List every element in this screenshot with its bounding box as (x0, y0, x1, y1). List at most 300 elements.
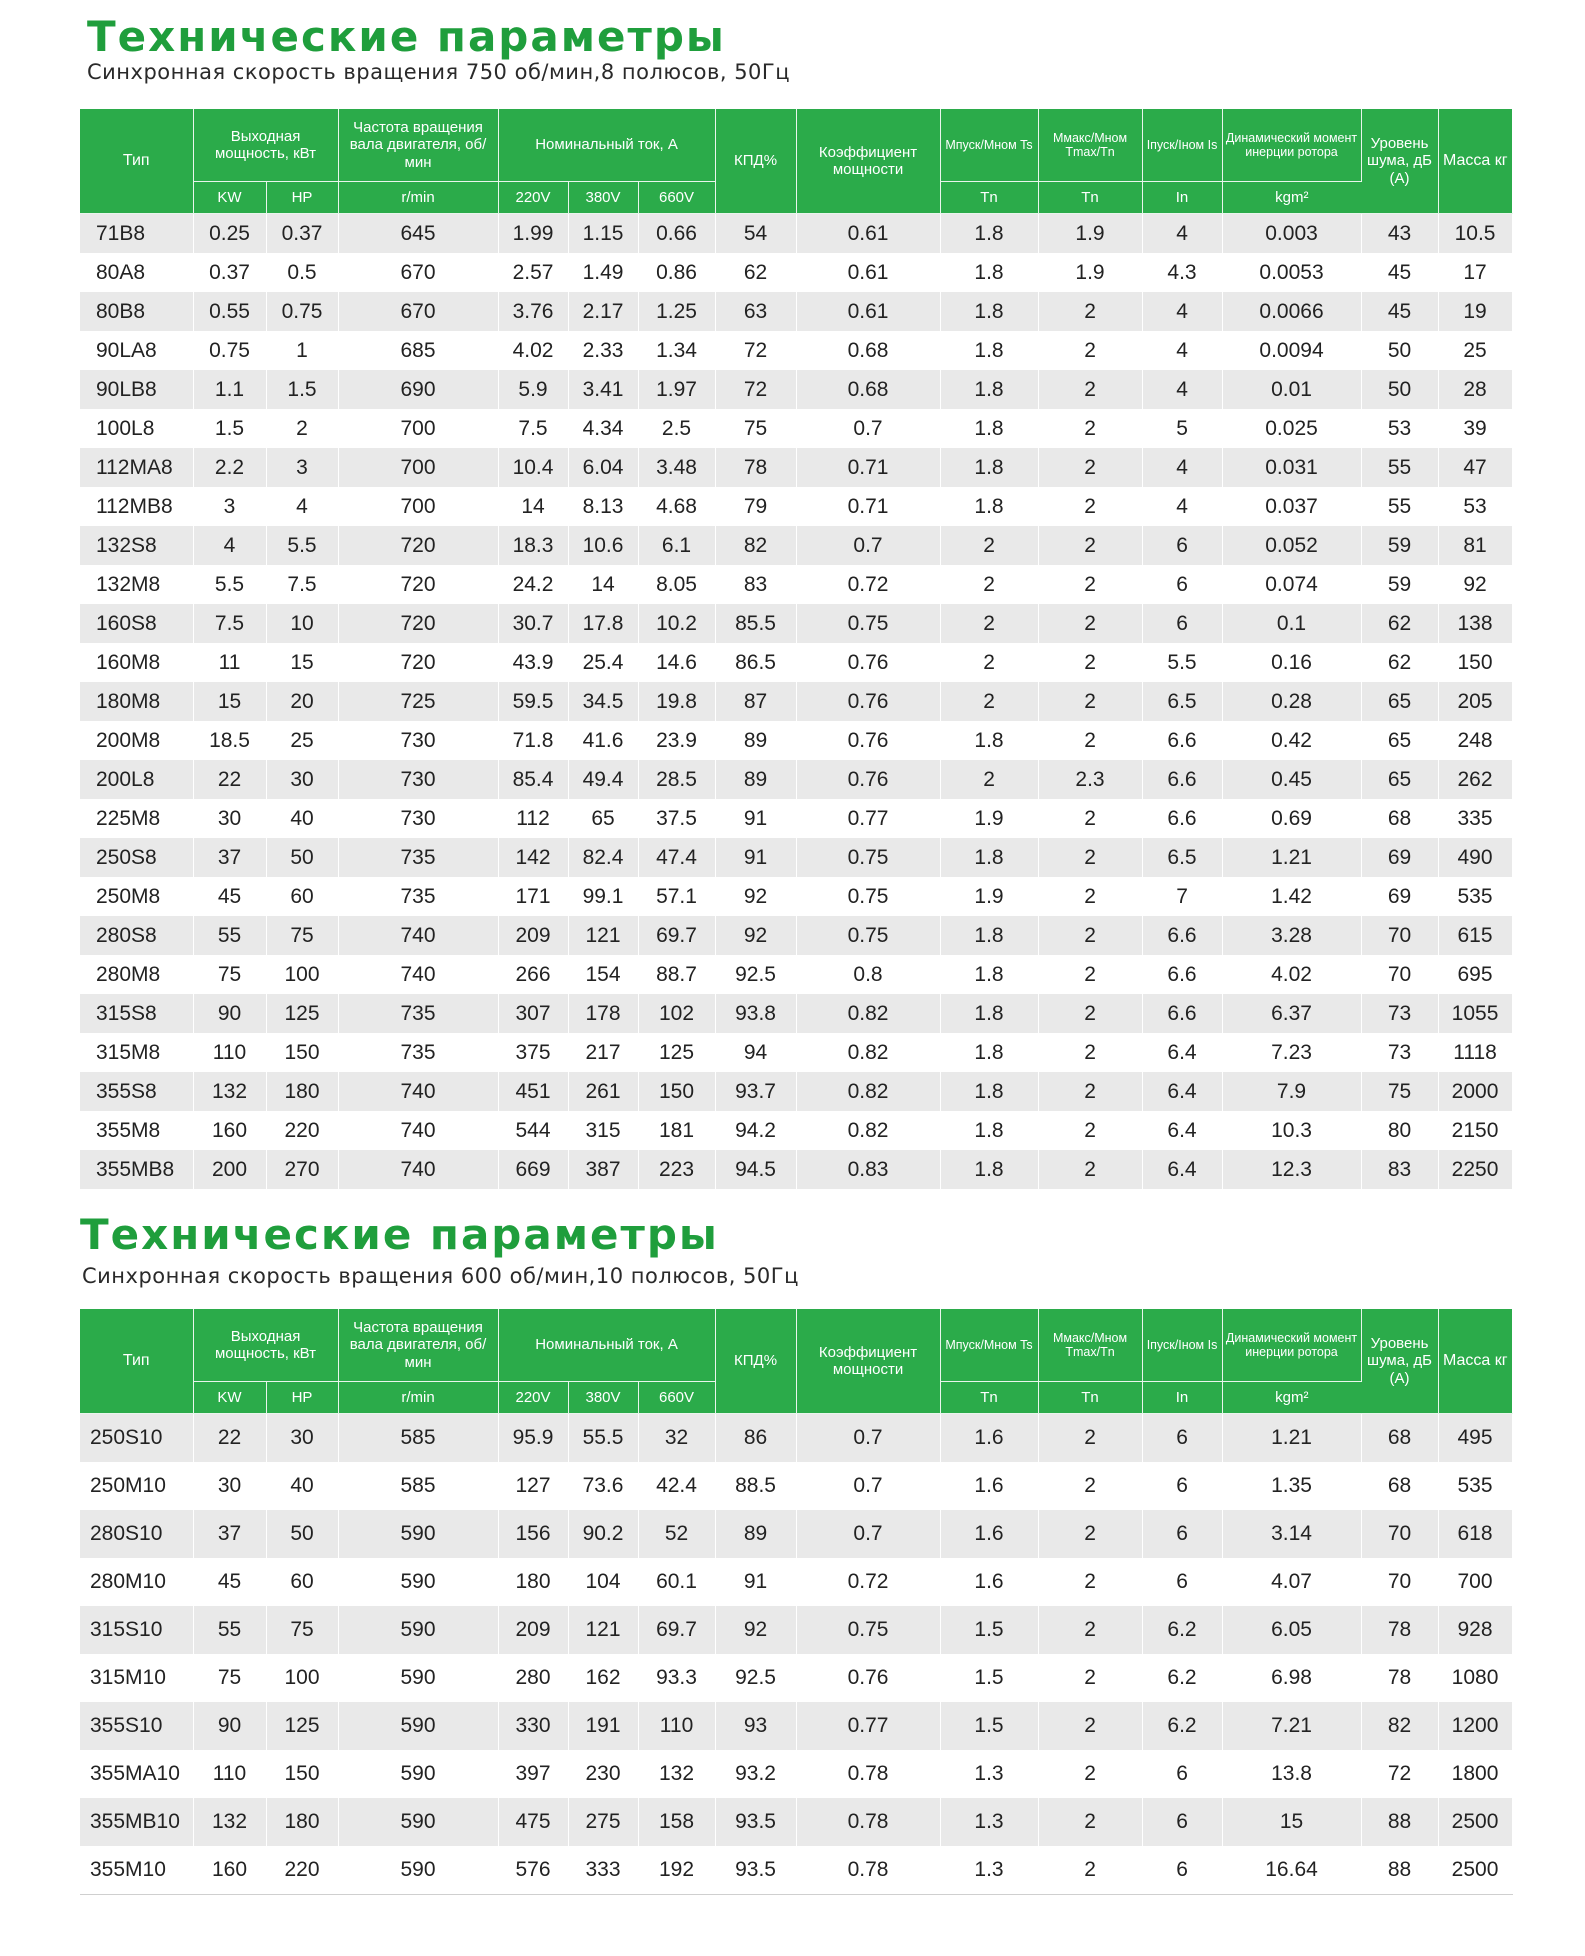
table-cell: 6 (1142, 1846, 1222, 1895)
table-cell: 740 (338, 1150, 498, 1189)
table-cell: 645 (338, 214, 498, 254)
table-cell: 150 (638, 1072, 715, 1111)
table-cell: 55.5 (568, 1414, 638, 1463)
cell-type: 355MB8 (80, 1150, 193, 1189)
header-220v: 220V (498, 182, 568, 214)
table-cell: 730 (338, 760, 498, 799)
header-start-torque: Mпуск/Mном Ts (940, 109, 1038, 182)
table-cell: 53 (1438, 487, 1512, 526)
table-cell: 2 (1038, 1654, 1142, 1702)
table-cell: 4.68 (638, 487, 715, 526)
table-cell: 85.4 (498, 760, 568, 799)
table-cell: 181 (638, 1111, 715, 1150)
section-subtitle: Синхронная скорость вращения 600 об/мин,10 полюсов, 50Гц (82, 1264, 799, 1288)
table-cell: 0.76 (796, 760, 940, 799)
table-cell: 110 (193, 1033, 266, 1072)
cell-type: 280M10 (80, 1558, 193, 1606)
table-cell: 725 (338, 682, 498, 721)
table-cell: 2 (1038, 1750, 1142, 1798)
table-cell: 0.1 (1222, 604, 1361, 643)
table-cell: 50 (266, 838, 338, 877)
table-cell: 209 (498, 1606, 568, 1654)
table-cell: 19.8 (638, 682, 715, 721)
table-cell: 62 (1361, 604, 1438, 643)
table-cell: 262 (1438, 760, 1512, 799)
table-cell: 2 (940, 643, 1038, 682)
table-cell: 0.5 (266, 253, 338, 292)
table-cell: 0.75 (796, 877, 940, 916)
table-cell: 59.5 (498, 682, 568, 721)
table-cell: 0.76 (796, 1654, 940, 1702)
table-cell: 53 (1361, 409, 1438, 448)
table-cell: 740 (338, 1111, 498, 1150)
table-cell: 6 (1142, 1462, 1222, 1510)
table-cell: 91 (715, 1558, 796, 1606)
table-cell: 93.8 (715, 994, 796, 1033)
table-cell: 585 (338, 1414, 498, 1463)
table-cell: 13.8 (1222, 1750, 1361, 1798)
table-cell: 2 (1038, 682, 1142, 721)
table-cell: 0.7 (796, 526, 940, 565)
table-cell: 2 (1038, 331, 1142, 370)
table-cell: 69.7 (638, 916, 715, 955)
table-cell: 1.6 (940, 1510, 1038, 1558)
table-cell: 220 (266, 1111, 338, 1150)
cell-type: 200L8 (80, 760, 193, 799)
table-cell: 85.5 (715, 604, 796, 643)
table-cell: 1200 (1438, 1702, 1512, 1750)
table-cell: 217 (568, 1033, 638, 1072)
table-cell: 1.25 (638, 292, 715, 331)
table-cell: 2 (1038, 1510, 1142, 1558)
table-cell: 91 (715, 838, 796, 877)
table-cell: 160 (193, 1111, 266, 1150)
table-cell: 3 (193, 487, 266, 526)
cell-type: 160M8 (80, 643, 193, 682)
header-power-factor: Коэффициент мощности (796, 1309, 940, 1414)
table-cell: 1.9 (1038, 253, 1142, 292)
table-cell: 1.8 (940, 448, 1038, 487)
table-cell: 1.6 (940, 1414, 1038, 1463)
table-row (80, 253, 1512, 292)
table-cell: 100 (266, 955, 338, 994)
table-cell: 0.77 (796, 1702, 940, 1750)
table-cell: 75 (266, 1606, 338, 1654)
table-cell: 16.64 (1222, 1846, 1361, 1895)
table-cell: 2 (1038, 604, 1142, 643)
table-row (80, 1702, 1512, 1750)
cell-type: 200M8 (80, 721, 193, 760)
table-cell: 0.01 (1222, 370, 1361, 409)
table-cell: 75 (1361, 1072, 1438, 1111)
table-row (80, 448, 1512, 487)
table-cell: 590 (338, 1750, 498, 1798)
table-cell: 0.7 (796, 409, 940, 448)
header-efficiency: КПД% (715, 109, 796, 214)
table-cell: 43 (1361, 214, 1438, 254)
table-row (80, 1606, 1512, 1654)
table-cell: 4 (1142, 370, 1222, 409)
section-subtitle: Синхронная скорость вращения 750 об/мин,8 полюсов, 50Гц (87, 60, 791, 84)
table-cell: 0.8 (796, 955, 940, 994)
table-cell: 0.28 (1222, 682, 1361, 721)
table-cell: 6 (1142, 1798, 1222, 1846)
header-start-current: Iпуск/Iном Is (1142, 109, 1222, 182)
table-cell: 315 (568, 1111, 638, 1150)
header-rmin: r/min (338, 182, 498, 214)
cell-type: 355MA10 (80, 1750, 193, 1798)
table-cell: 0.074 (1222, 565, 1361, 604)
table-cell: 65 (1361, 721, 1438, 760)
cell-type: 90LA8 (80, 331, 193, 370)
table-cell: 2 (1038, 643, 1142, 682)
table-row (80, 721, 1512, 760)
table-cell: 1.3 (940, 1846, 1038, 1895)
table-cell: 22 (193, 760, 266, 799)
table-cell: 590 (338, 1798, 498, 1846)
table-cell: 2 (1038, 877, 1142, 916)
table-cell: 2500 (1438, 1798, 1512, 1846)
table-cell: 104 (568, 1558, 638, 1606)
table-cell: 92 (715, 877, 796, 916)
table-cell: 54 (715, 214, 796, 254)
header-current: Номинальный ток, А (498, 1309, 715, 1382)
table-cell: 735 (338, 838, 498, 877)
table-cell: 49.4 (568, 760, 638, 799)
header-noise: Уровень шума, дБ (А) (1361, 1309, 1438, 1414)
table-row (80, 838, 1512, 877)
table-cell: 15 (266, 643, 338, 682)
table-cell: 6.4 (1142, 1111, 1222, 1150)
header-hp: HP (266, 1382, 338, 1414)
cell-type: 280M8 (80, 955, 193, 994)
table-cell: 102 (638, 994, 715, 1033)
table-cell: 73 (1361, 994, 1438, 1033)
table-cell: 0.76 (796, 682, 940, 721)
table-cell: 0.37 (266, 214, 338, 254)
table-cell: 2.3 (1038, 760, 1142, 799)
table-cell: 4.07 (1222, 1558, 1361, 1606)
table-cell: 6.2 (1142, 1702, 1222, 1750)
table-cell: 0.82 (796, 1111, 940, 1150)
table-cell: 191 (568, 1702, 638, 1750)
table-cell: 6 (1142, 604, 1222, 643)
table-cell: 6.1 (638, 526, 715, 565)
table-cell: 695 (1438, 955, 1512, 994)
table-cell: 1080 (1438, 1654, 1512, 1702)
table-cell: 83 (715, 565, 796, 604)
table-cell: 45 (193, 877, 266, 916)
table-cell: 79 (715, 487, 796, 526)
table-cell: 670 (338, 253, 498, 292)
table-cell: 14.6 (638, 643, 715, 682)
table-cell: 2 (1038, 838, 1142, 877)
table-cell: 70 (1361, 1558, 1438, 1606)
table-cell: 30 (193, 1462, 266, 1510)
table-cell: 1 (266, 331, 338, 370)
cell-type: 180M8 (80, 682, 193, 721)
table-cell: 6 (1142, 526, 1222, 565)
table-cell: 200 (193, 1150, 266, 1189)
header-mass: Масса кг (1438, 1309, 1512, 1414)
table-cell: 37 (193, 1510, 266, 1558)
table-cell: 397 (498, 1750, 568, 1798)
table-cell: 180 (498, 1558, 568, 1606)
table-cell: 2 (1038, 1462, 1142, 1510)
table-cell: 72 (1361, 1750, 1438, 1798)
cell-type: 280S8 (80, 916, 193, 955)
table-cell: 0.75 (266, 292, 338, 331)
table-cell: 2 (1038, 1846, 1142, 1895)
table-cell: 86.5 (715, 643, 796, 682)
table-cell: 0.75 (193, 331, 266, 370)
header-kgm2: kgm² (1222, 1382, 1361, 1414)
table-cell: 68 (1361, 1414, 1438, 1463)
table-cell: 330 (498, 1702, 568, 1750)
table-cell: 700 (338, 409, 498, 448)
table-cell: 2 (1038, 994, 1142, 1033)
table-cell: 7.21 (1222, 1702, 1361, 1750)
table-cell: 590 (338, 1846, 498, 1895)
table-cell: 132 (193, 1072, 266, 1111)
table-cell: 2.5 (638, 409, 715, 448)
table-cell: 32 (638, 1414, 715, 1463)
table-row (80, 214, 1512, 254)
cell-type: 355S10 (80, 1702, 193, 1750)
table-cell: 1.9 (940, 799, 1038, 838)
table-cell: 4 (1142, 331, 1222, 370)
table-cell: 6.37 (1222, 994, 1361, 1033)
table-cell: 132 (638, 1750, 715, 1798)
table-cell: 34.5 (568, 682, 638, 721)
table-cell: 55 (1361, 487, 1438, 526)
table-cell: 6.6 (1142, 994, 1222, 1033)
table-cell: 2 (940, 604, 1038, 643)
table-cell: 65 (568, 799, 638, 838)
table-cell: 78 (1361, 1654, 1438, 1702)
cell-type: 355S8 (80, 1072, 193, 1111)
table-cell: 92 (715, 1606, 796, 1654)
cell-type: 355M10 (80, 1846, 193, 1895)
table-cell: 55 (1361, 448, 1438, 487)
table-cell: 387 (568, 1150, 638, 1189)
table-cell: 60 (266, 877, 338, 916)
table-cell: 55 (193, 916, 266, 955)
table-cell: 0.71 (796, 448, 940, 487)
table-cell: 0.25 (193, 214, 266, 254)
table-cell: 82 (1361, 1702, 1438, 1750)
table-cell: 28 (1438, 370, 1512, 409)
table-cell: 45 (1361, 292, 1438, 331)
table-cell: 75 (715, 409, 796, 448)
table-cell: 10.2 (638, 604, 715, 643)
table-cell: 451 (498, 1072, 568, 1111)
table-cell: 720 (338, 526, 498, 565)
table-cell: 112 (498, 799, 568, 838)
table-cell: 590 (338, 1558, 498, 1606)
table-cell: 30 (193, 799, 266, 838)
table-cell: 1.8 (940, 994, 1038, 1033)
table-cell: 0.7 (796, 1414, 940, 1463)
table-cell: 25.4 (568, 643, 638, 682)
table-cell: 30 (266, 760, 338, 799)
cell-type: 90LB8 (80, 370, 193, 409)
table-cell: 125 (266, 1702, 338, 1750)
header-660v: 660V (638, 182, 715, 214)
table-row (80, 1510, 1512, 1558)
table-cell: 590 (338, 1702, 498, 1750)
table-cell: 0.77 (796, 799, 940, 838)
cell-type: 280S10 (80, 1510, 193, 1558)
cell-type: 80B8 (80, 292, 193, 331)
table-cell: 2 (1038, 799, 1142, 838)
table-cell: 1.8 (940, 1033, 1038, 1072)
table-cell: 2 (1038, 955, 1142, 994)
table-cell: 0.78 (796, 1798, 940, 1846)
table-cell: 72 (715, 370, 796, 409)
table-cell: 89 (715, 721, 796, 760)
table-cell: 2 (940, 760, 1038, 799)
table-cell: 1055 (1438, 994, 1512, 1033)
table-row (80, 1750, 1512, 1798)
table-cell: 6.6 (1142, 955, 1222, 994)
cell-type: 225M8 (80, 799, 193, 838)
table-cell: 3.48 (638, 448, 715, 487)
table-cell: 15 (193, 682, 266, 721)
table-row (80, 1150, 1512, 1189)
table-cell: 2000 (1438, 1072, 1512, 1111)
table-cell: 0.76 (796, 721, 940, 760)
cell-type: 355MB10 (80, 1798, 193, 1846)
header-type: Тип (80, 109, 193, 214)
table-cell: 0.61 (796, 292, 940, 331)
table-cell: 1.8 (940, 253, 1038, 292)
table-cell: 72 (715, 331, 796, 370)
table-cell: 740 (338, 916, 498, 955)
table-cell: 490 (1438, 838, 1512, 877)
table-cell: 93.3 (638, 1654, 715, 1702)
table-cell: 65 (1361, 682, 1438, 721)
table-cell: 62 (715, 253, 796, 292)
table-cell: 0.7 (796, 1462, 940, 1510)
table-row (80, 1414, 1512, 1463)
table-cell: 90 (193, 994, 266, 1033)
table-cell: 4.3 (1142, 253, 1222, 292)
table-cell: 1.49 (568, 253, 638, 292)
table-cell: 6.2 (1142, 1654, 1222, 1702)
table-cell: 4 (1142, 448, 1222, 487)
table-cell: 68 (1361, 799, 1438, 838)
table-cell: 6.98 (1222, 1654, 1361, 1702)
table-cell: 700 (1438, 1558, 1512, 1606)
table-cell: 0.86 (638, 253, 715, 292)
table-cell: 6.05 (1222, 1606, 1361, 1654)
table-cell: 95.9 (498, 1414, 568, 1463)
table-cell: 2 (1038, 1414, 1142, 1463)
header-in: In (1142, 1382, 1222, 1414)
table-cell: 10.5 (1438, 214, 1512, 254)
table-cell: 618 (1438, 1510, 1512, 1558)
table-cell: 1.9 (940, 877, 1038, 916)
header-kw: KW (193, 182, 266, 214)
header-tn: Tn (1038, 182, 1142, 214)
table-cell: 1.6 (940, 1558, 1038, 1606)
table-cell: 1.8 (940, 409, 1038, 448)
table-cell: 70 (1361, 916, 1438, 955)
table-cell: 100 (266, 1654, 338, 1702)
table-cell: 0.68 (796, 331, 940, 370)
table-cell: 7.5 (193, 604, 266, 643)
table-cell: 138 (1438, 604, 1512, 643)
table-cell: 89 (715, 760, 796, 799)
table-cell: 4 (1142, 292, 1222, 331)
table-cell: 0.75 (796, 838, 940, 877)
table-cell: 2 (1038, 1606, 1142, 1654)
table-cell: 1.8 (940, 721, 1038, 760)
table-cell: 669 (498, 1150, 568, 1189)
header-rmin: r/min (338, 1382, 498, 1414)
table-cell: 88 (1361, 1798, 1438, 1846)
table-cell: 1.8 (940, 370, 1038, 409)
table-cell: 150 (1438, 643, 1512, 682)
table-cell: 700 (338, 448, 498, 487)
table-cell: 2 (1038, 1072, 1142, 1111)
table-cell: 82.4 (568, 838, 638, 877)
cell-type: 315S8 (80, 994, 193, 1033)
table-cell: 1.99 (498, 214, 568, 254)
table-cell: 150 (266, 1033, 338, 1072)
table-cell: 6 (1142, 1750, 1222, 1798)
header-380v: 380V (568, 182, 638, 214)
table-cell: 740 (338, 1072, 498, 1111)
table-cell: 7.5 (498, 409, 568, 448)
table-cell: 180 (266, 1798, 338, 1846)
table-cell: 735 (338, 994, 498, 1033)
spec-table-body (80, 214, 1512, 1190)
table-row (80, 1558, 1512, 1606)
table-cell: 261 (568, 1072, 638, 1111)
table-cell: 83 (1361, 1150, 1438, 1189)
table-cell: 42.4 (638, 1462, 715, 1510)
table-cell: 590 (338, 1606, 498, 1654)
table-cell: 1.8 (940, 1072, 1038, 1111)
cell-type: 71B8 (80, 214, 193, 254)
table-cell: 720 (338, 604, 498, 643)
table-cell: 735 (338, 877, 498, 916)
cell-type: 355M8 (80, 1111, 193, 1150)
table-cell: 0.82 (796, 1072, 940, 1111)
header-power-factor: Коэффициент мощности (796, 109, 940, 214)
table-cell: 6.5 (1142, 682, 1222, 721)
table-cell: 5.5 (266, 526, 338, 565)
table-cell: 47.4 (638, 838, 715, 877)
table-cell: 57.1 (638, 877, 715, 916)
table-row (80, 799, 1512, 838)
header-tn: Tn (940, 182, 1038, 214)
table-row (80, 760, 1512, 799)
table-cell: 25 (1438, 331, 1512, 370)
table-cell: 5 (1142, 409, 1222, 448)
table-cell: 1.34 (638, 331, 715, 370)
table-cell: 928 (1438, 1606, 1512, 1654)
table-cell: 1.21 (1222, 838, 1361, 877)
table-cell: 30.7 (498, 604, 568, 643)
table-cell: 91 (715, 799, 796, 838)
header-in: In (1142, 182, 1222, 214)
table-cell: 720 (338, 643, 498, 682)
table-cell: 171 (498, 877, 568, 916)
table-cell: 6.6 (1142, 916, 1222, 955)
